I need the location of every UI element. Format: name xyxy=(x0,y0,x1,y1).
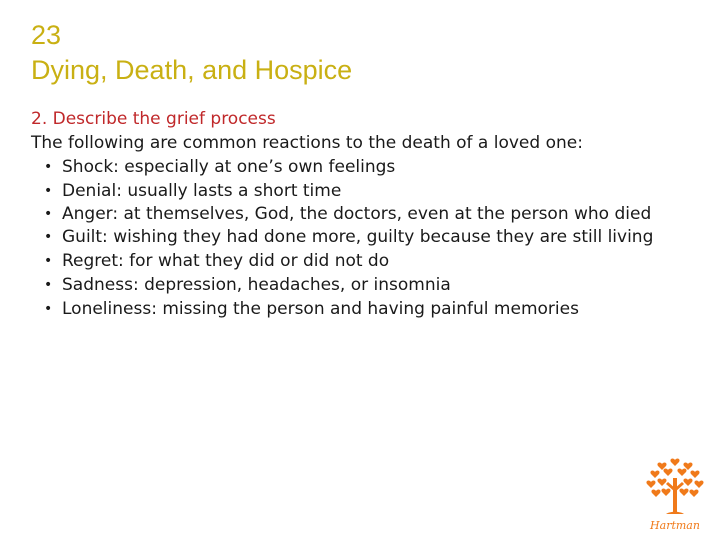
bullet-icon: • xyxy=(44,229,53,245)
list-item-text: Loneliness: missing the person and having painful memories xyxy=(62,299,579,319)
bullet-icon: • xyxy=(44,301,53,317)
list-item-text: Sadness: depression, headaches, or insomnia xyxy=(62,275,451,295)
slide-body xyxy=(31,107,701,321)
list-item xyxy=(44,226,692,249)
bullet-icon: • xyxy=(44,253,53,269)
list-item xyxy=(44,273,692,297)
list-item-text: Anger: at themselves, God, the doctors, even at the person who died xyxy=(62,204,652,224)
bullet-icon: • xyxy=(44,206,53,222)
subheading: 2. Describe the grief process xyxy=(31,109,276,129)
list-item xyxy=(44,155,692,179)
bullet-icon: • xyxy=(44,277,53,293)
reaction-list xyxy=(31,155,701,321)
intro-text: The following are common reactions to the death of a loved one: xyxy=(31,133,583,153)
chapter-title: Dying, Death, and Hospice xyxy=(31,55,353,85)
bullet-icon: • xyxy=(44,183,53,199)
chapter-number: 23 xyxy=(31,20,62,50)
list-item-text: Guilt: wishing they had done more, guilty because they are still living xyxy=(62,227,654,247)
list-item xyxy=(44,203,692,226)
list-item-text: Shock: especially at one’s own feelings xyxy=(62,157,396,177)
list-item xyxy=(44,297,692,321)
hartman-logo xyxy=(642,456,708,534)
heart-tree-icon xyxy=(646,459,703,514)
list-item-text: Denial: usually lasts a short time xyxy=(62,181,342,201)
list-item-text: Regret: for what they did or did not do xyxy=(62,251,390,271)
list-item xyxy=(44,179,692,203)
list-item xyxy=(44,249,692,273)
logo-wordmark: Hartman xyxy=(650,519,700,532)
bullet-icon: • xyxy=(44,159,53,175)
slide-title xyxy=(31,18,352,88)
